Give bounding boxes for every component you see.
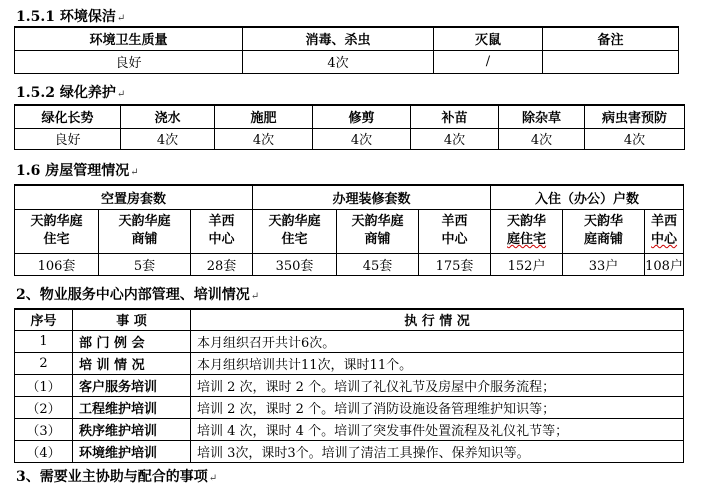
table-cell: / — [434, 50, 543, 73]
section-heading-text: 2、物业服务中心内部管理、培训情况 — [16, 287, 250, 303]
paragraph-mark: ↵ — [250, 291, 260, 302]
table-cell: 106套 — [15, 253, 99, 275]
table-header: 备注 — [543, 27, 679, 50]
sub-header-line: 商铺 — [364, 232, 391, 247]
sub-header — [645, 209, 684, 253]
sub-header — [191, 209, 253, 253]
sub-header-line: 中心 — [208, 232, 235, 247]
sub-header-line: 住宅 — [43, 232, 70, 247]
section-heading-2 — [16, 284, 259, 304]
sub-header — [419, 209, 491, 253]
sub-header — [15, 209, 99, 253]
table-cell: 秩序维护培训 — [73, 418, 191, 440]
table-header: 执 行 情 况 — [191, 309, 684, 330]
table-cell: 4次 — [243, 50, 434, 73]
table-header: 消毒、杀虫 — [243, 27, 434, 50]
table-cell: 本月组织召开共计6次。 — [191, 330, 684, 352]
table-cell: 培训 4 次，课时 4 个。培训了突发事件处置流程及礼仪礼节等； — [191, 418, 684, 440]
sub-header-line: 羊西 — [651, 214, 678, 229]
sub-header-line: 天韵华 — [507, 214, 547, 229]
table-cell: 4次 — [215, 128, 313, 149]
table-header: 施肥 — [215, 105, 313, 128]
sub-header — [563, 209, 645, 253]
table-cell — [543, 50, 679, 73]
paragraph-mark: ↵ — [116, 13, 126, 24]
section-heading-text: 1.6 房屋管理情况 — [16, 163, 130, 179]
table-cell: 培训 2 次，课时 2 个。培训了消防设施设备管理维护知识等； — [191, 396, 684, 418]
table-header: 除杂草 — [499, 105, 585, 128]
table-cell: （2） — [15, 396, 73, 418]
table-cell: 4次 — [313, 128, 411, 149]
table-cell: 培训 3次，课时3个。培训了清洁工具操作、保养知识等。 — [191, 440, 684, 462]
table-cell: 28套 — [191, 253, 253, 275]
sub-header-line: 庭住宅 — [507, 232, 547, 247]
sub-header-line: 羊西 — [441, 214, 468, 229]
table-cell: 4次 — [585, 128, 685, 149]
group-header: 入住（办公）户数 — [491, 185, 684, 209]
paragraph-mark: ↵ — [130, 167, 139, 178]
table-cell: 350套 — [253, 253, 337, 275]
table-cell: 工程维护培训 — [73, 396, 191, 418]
table-cell: 4次 — [121, 128, 215, 149]
group-header: 空置房套数 — [15, 185, 253, 209]
table-cell: 5套 — [99, 253, 191, 275]
sub-header-line: 天韵华 — [584, 214, 624, 229]
table-header: 补苗 — [411, 105, 499, 128]
housing-table — [14, 184, 684, 276]
table-cell: （4） — [15, 440, 73, 462]
section-heading-3 — [16, 466, 217, 486]
table-header: 事 项 — [73, 309, 191, 330]
table-cell: 1 — [15, 330, 73, 352]
section-heading-16 — [16, 160, 139, 180]
sub-header-line: 庭商铺 — [584, 232, 624, 247]
table-cell: 4次 — [411, 128, 499, 149]
section-heading-151 — [16, 6, 125, 26]
sub-header-line: 羊西 — [208, 214, 235, 229]
paragraph-mark: ↵ — [208, 473, 218, 484]
sub-header — [99, 209, 191, 253]
sub-header-line: 住宅 — [281, 232, 308, 247]
sub-header-line: 商铺 — [131, 232, 158, 247]
table-cell: 152户 — [491, 253, 563, 275]
table-cell: （1） — [15, 374, 73, 396]
paragraph-mark: ↵ — [116, 89, 126, 100]
section-heading-text: 1.5.1 环境保洁 — [16, 9, 116, 25]
sanitation-table — [14, 26, 679, 74]
section-heading-text: 1.5.2 绿化养护 — [16, 85, 116, 101]
table-header: 绿化长势 — [15, 105, 121, 128]
sub-header-line: 天韵华庭 — [351, 214, 404, 229]
table-header: 病虫害预防 — [585, 105, 685, 128]
table-cell: 本月组织培训共计11次，课时11个。 — [191, 352, 684, 374]
table-header: 环境卫生质量 — [15, 27, 243, 50]
sub-header-line: 中心 — [441, 232, 468, 247]
group-header: 办理装修套数 — [253, 185, 491, 209]
greening-table — [14, 104, 685, 150]
table-header: 序号 — [15, 309, 73, 330]
table-header: 灭鼠 — [434, 27, 543, 50]
table-header: 修剪 — [313, 105, 411, 128]
sub-header — [491, 209, 563, 253]
sub-header — [337, 209, 419, 253]
training-table — [14, 308, 684, 463]
table-cell: 2 — [15, 352, 73, 374]
table-cell: 良好 — [15, 128, 121, 149]
sub-header-line: 天韵华庭 — [268, 214, 321, 229]
section-heading-152 — [16, 82, 125, 102]
table-cell: 部 门 例 会 — [73, 330, 191, 352]
table-cell: 4次 — [499, 128, 585, 149]
table-cell: 客户服务培训 — [73, 374, 191, 396]
table-cell: 108户 — [645, 253, 684, 275]
table-cell: 培 训 情 况 — [73, 352, 191, 374]
table-cell: 环境维护培训 — [73, 440, 191, 462]
sub-header — [253, 209, 337, 253]
table-cell: （3） — [15, 418, 73, 440]
table-cell: 33户 — [563, 253, 645, 275]
section-heading-text: 3、需要业主协助与配合的事项 — [16, 469, 208, 485]
table-cell: 培训 2 次，课时 2 个。培训了礼仪礼节及房屋中介服务流程； — [191, 374, 684, 396]
table-cell: 45套 — [337, 253, 419, 275]
sub-header-line: 天韵华庭 — [30, 214, 83, 229]
table-cell: 175套 — [419, 253, 491, 275]
table-header: 浇水 — [121, 105, 215, 128]
sub-header-line: 天韵华庭 — [118, 214, 171, 229]
sub-header-line: 中心 — [651, 232, 678, 247]
table-cell: 良好 — [15, 50, 243, 73]
